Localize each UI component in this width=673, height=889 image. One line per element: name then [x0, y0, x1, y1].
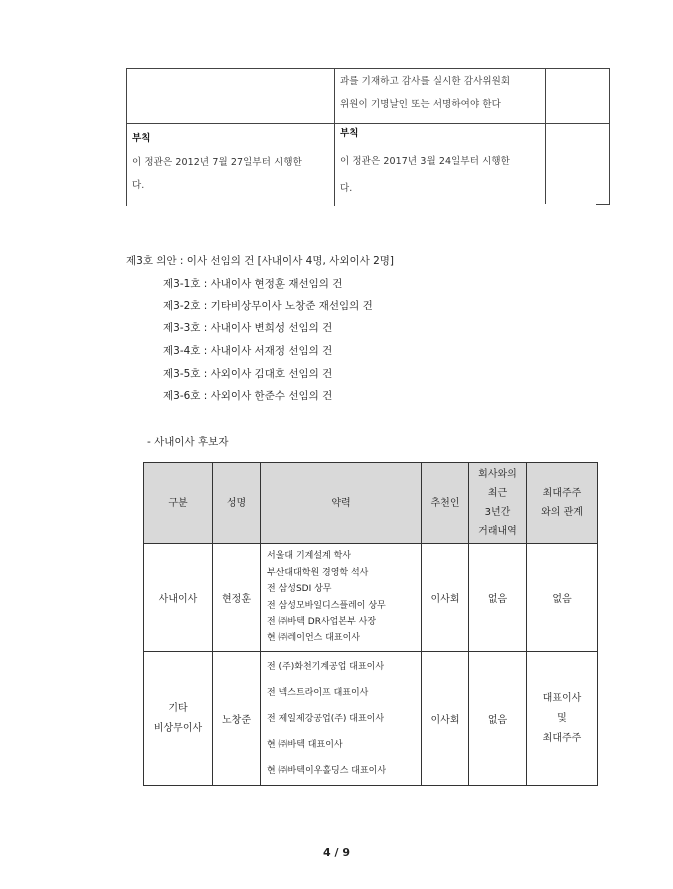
cell-career	[261, 544, 422, 652]
agenda-item: 제3-1호 : 사내이사 현정훈 재선임의 건	[163, 278, 343, 290]
agenda-item: 제3-3호 : 사내이사 변희성 선임의 건	[163, 322, 333, 334]
agenda-title: 제3호 의안 : 이사 선임의 건 [사내이사 4명, 사외이사 2명]	[126, 255, 395, 267]
career-line: 현 ㈜바텍 대표이사	[267, 739, 343, 750]
cell-recommender: 이사회	[422, 652, 469, 786]
current-supplementary-text: 이 정관은 2012년 7월 27일부터 시행한	[132, 157, 302, 168]
cell-relation	[527, 652, 598, 786]
cell-transactions: 없음	[469, 652, 527, 786]
career-line: 전 삼성SDI 상무	[267, 584, 332, 595]
cell-recommender: 이사회	[422, 544, 469, 652]
amended-supplementary-text: 다.	[340, 183, 353, 194]
amended-supplementary-text: 이 정관은 2017년 3월 24일부터 시행한	[340, 156, 510, 167]
amended-text-line: 위원이 기명날인 또는 서명하여야 한다	[340, 99, 501, 110]
career-line: 현 ㈜레이언스 대표이사	[267, 633, 360, 644]
career-line: 서울대 기계설계 학사	[267, 551, 351, 562]
career-line: 전 (주)화천기계공업 대표이사	[267, 661, 385, 672]
category-line: 기타	[168, 702, 188, 714]
table-border-right	[609, 68, 610, 204]
candidates-table	[143, 462, 598, 786]
table-header-row	[144, 463, 598, 544]
current-supplementary-text: 다.	[132, 180, 145, 191]
agenda-item: 제3-6호 : 사외이사 한준수 선임의 건	[163, 390, 333, 402]
agenda-item: 제3-4호 : 사내이사 서재정 선임의 건	[163, 345, 333, 357]
header-transactions	[469, 463, 527, 544]
career-line: 부산대대학원 경영학 석사	[267, 567, 369, 578]
table-border-bottom-fragment	[596, 204, 610, 205]
category-line: 비상무이사	[153, 722, 203, 734]
career-line: 전 제일제강공업(주) 대표이사	[267, 713, 385, 724]
table-row	[144, 544, 598, 652]
header-relation	[527, 463, 598, 544]
header-name: 성명	[213, 463, 261, 544]
current-supplementary-title: 부칙	[132, 133, 151, 144]
header-relation-line: 와의 관계	[541, 507, 583, 518]
table-column-divider	[334, 68, 335, 206]
relation-line: 및	[557, 712, 567, 724]
agenda-item: 제3-5호 : 사외이사 김대호 선임의 건	[163, 368, 333, 380]
header-transactions-line: 회사와의	[478, 469, 517, 480]
career-line: 전 넥스트라이프 대표이사	[267, 687, 369, 698]
table-border-left	[126, 68, 127, 206]
cell-relation: 없음	[527, 544, 598, 652]
career-line: 현 ㈜바텍이우홀딩스 대표이사	[267, 765, 387, 776]
cell-career	[261, 652, 422, 786]
articles-comparison-table	[126, 68, 610, 208]
header-transactions-line: 최근	[487, 488, 508, 499]
career-line: 전 ㈜바텍 DR사업본부 사장	[267, 616, 377, 627]
page-number: 4 / 9	[323, 846, 350, 859]
cell-category	[144, 652, 213, 786]
cell-transactions: 없음	[469, 544, 527, 652]
relation-line: 대표이사	[542, 692, 582, 704]
table-row	[144, 652, 598, 786]
career-line: 전 삼성모바일디스플레이 상무	[267, 600, 386, 611]
amended-supplementary-title: 부칙	[340, 128, 359, 139]
table-row-divider	[126, 123, 610, 124]
cell-name: 현정훈	[213, 544, 261, 652]
header-category: 구분	[144, 463, 213, 544]
cell-category: 사내이사	[144, 544, 213, 652]
header-relation-line: 최대주주	[542, 488, 582, 499]
amended-text-line: 과를 기재하고 감사를 실시한 감사위원회	[340, 76, 511, 87]
candidates-section-title: - 사내이사 후보자	[147, 436, 229, 448]
header-recommender: 추천인	[422, 463, 469, 544]
agenda-item: 제3-2호 : 기타비상무이사 노창준 재선임의 건	[163, 300, 373, 312]
header-career: 약력	[261, 463, 422, 544]
header-transactions-line: 거래내역	[478, 526, 517, 537]
table-border-top	[126, 68, 610, 69]
table-column-divider	[545, 68, 546, 204]
relation-line: 최대주주	[542, 732, 582, 744]
header-transactions-line: 3년간	[484, 507, 511, 518]
cell-name: 노창준	[213, 652, 261, 786]
